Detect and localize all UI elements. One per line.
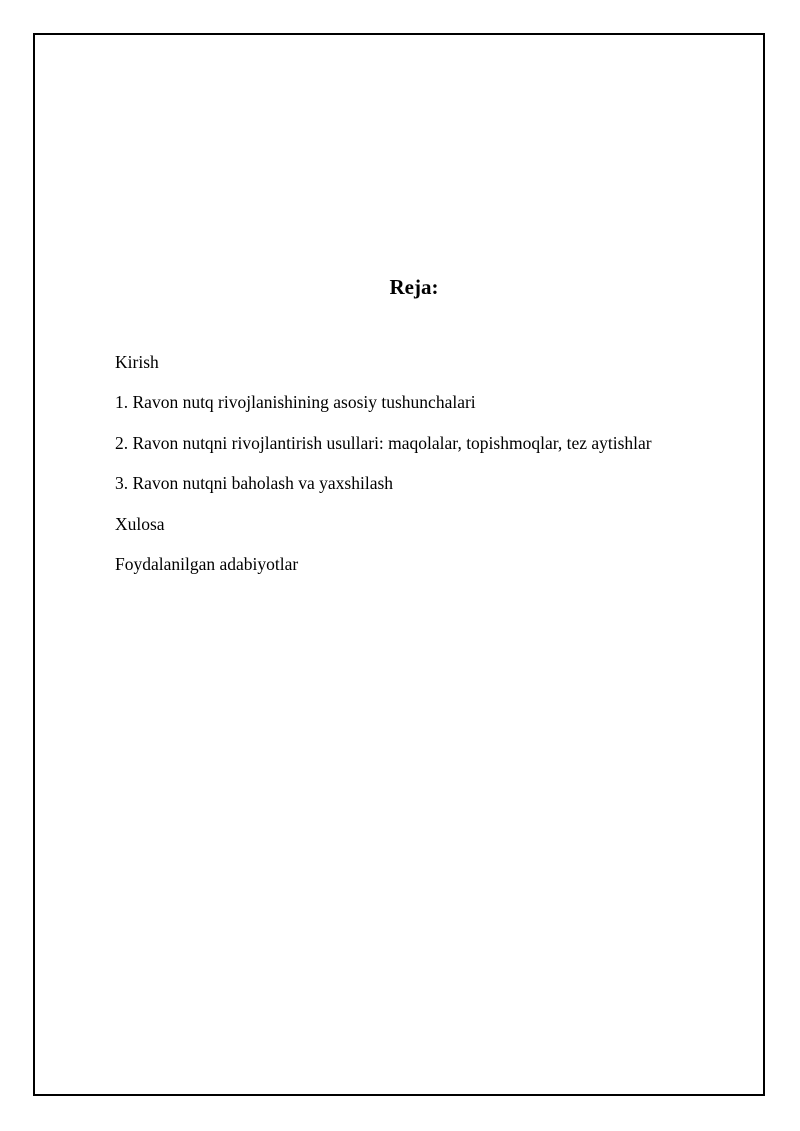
page-title: Reja: [389,275,439,299]
plan-item-chapter-1: 1. Ravon nutq rivojlanishining asosiy tushunchalari [115,392,476,413]
plan-item-introduction: Kirish [115,352,159,372]
plan-item-chapter-2: 2. Ravon nutqni rivojlantirish usullari: maqolalar, topishmoqlar, tez aytishlar [115,432,652,453]
plan-item-conclusion: Xulosa [115,513,165,534]
plan-item-chapter-3: 3. Ravon nutqni baholash va yaxshilash [115,473,394,494]
plan-item-references: Foydalanilgan adabiyotlar [115,553,299,574]
plan-list [115,351,652,593]
